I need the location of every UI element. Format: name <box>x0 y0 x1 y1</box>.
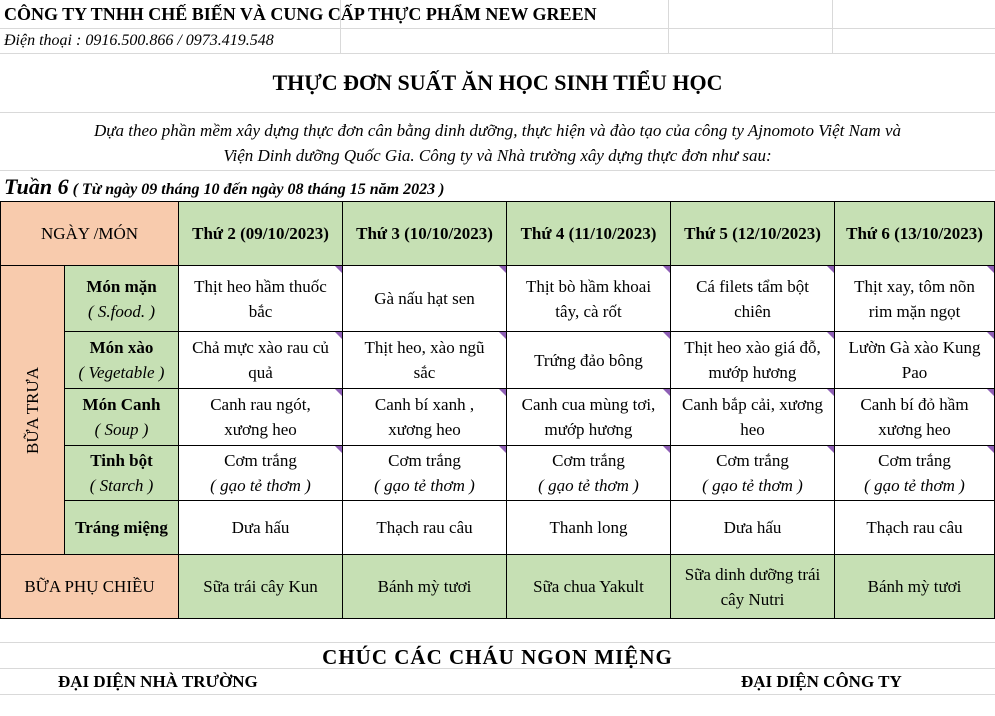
menu-cell: Dưa hấu <box>178 500 343 555</box>
signature-school: ĐẠI DIỆN NHÀ TRƯỜNG <box>58 672 258 691</box>
page-title: THỰC ĐƠN SUẤT ĂN HỌC SINH TIỂU HỌC <box>272 70 723 95</box>
gridline <box>0 170 995 171</box>
menu-cell: Gà nấu hạt sen <box>342 265 507 332</box>
menu-cell: Dưa hấu <box>670 500 835 555</box>
menu-cell: Thanh long <box>506 500 671 555</box>
category-main-dish: Món mặn ( S.food. ) <box>64 265 179 332</box>
day-header: Thứ 5 (12/10/2023) <box>670 201 835 266</box>
gridline <box>0 28 995 29</box>
company-phone: Điện thoại : 0916.500.866 / 0973.419.548 <box>4 32 274 49</box>
snack-label: BỮA PHỤ CHIỀU <box>0 554 179 619</box>
menu-cell: Trứng đảo bông <box>506 331 671 389</box>
menu-cell: Cơm trắng ( gạo tẻ thơm ) <box>670 445 835 501</box>
category-dessert: Tráng miệng <box>64 500 179 555</box>
menu-cell: Cơm trắng ( gạo tẻ thơm ) <box>506 445 671 501</box>
menu-cell: Canh cua mùng tơi, mướp hương <box>506 388 671 446</box>
gridline <box>0 53 995 54</box>
day-header: Thứ 2 (09/10/2023) <box>178 201 343 266</box>
snack-cell: Sữa chua Yakult <box>506 554 671 619</box>
signature-company: ĐẠI DIỆN CÔNG TY <box>741 672 902 691</box>
snack-cell: Bánh mỳ tươi <box>342 554 507 619</box>
gridline <box>0 694 995 695</box>
week-label: Tuần 6 <box>4 174 69 199</box>
menu-cell: Cơm trắng ( gạo tẻ thơm ) <box>342 445 507 501</box>
menu-cell: Thịt heo hầm thuốc bắc <box>178 265 343 332</box>
category-soup: Món Canh ( Soup ) <box>64 388 179 446</box>
gridline <box>0 112 995 113</box>
menu-cell: Canh bí xanh , xương heo <box>342 388 507 446</box>
menu-cell: Canh rau ngót, xương heo <box>178 388 343 446</box>
day-header: Thứ 6 (13/10/2023) <box>834 201 995 266</box>
menu-cell: Thịt heo, xào ngũ sắc <box>342 331 507 389</box>
snack-cell: Sữa trái cây Kun <box>178 554 343 619</box>
intro-line-1: Dựa theo phần mềm xây dựng thực đơn cân bằng dinh dưỡng, thực hiện và đào tạo của công ty Ajnomoto Việt Nam và <box>93 121 902 140</box>
menu-cell: Lườn Gà xào Kung Pao <box>834 331 995 389</box>
week-range: ( Từ ngày 09 tháng 10 đến ngày 08 tháng 15 năm 2023 ) <box>72 181 445 198</box>
menu-cell: Thạch rau câu <box>834 500 995 555</box>
menu-cell: Cá filets tẩm bột chiên <box>670 265 835 332</box>
menu-cell: Cơm trắng ( gạo tẻ thơm ) <box>178 445 343 501</box>
week-heading <box>4 174 444 200</box>
company-name: CÔNG TY TNHH CHẾ BIẾN VÀ CUNG CẤP THỰC PHẨM NEW GREEN <box>4 4 597 24</box>
category-stir-fry: Món xào ( Vegetable ) <box>64 331 179 389</box>
menu-cell: Thịt heo xào giá đỗ, mướp hương <box>670 331 835 389</box>
menu-cell: Canh bí đỏ hầm xương heo <box>834 388 995 446</box>
gridline <box>0 642 995 643</box>
table-corner: NGÀY /MÓN <box>0 201 179 266</box>
snack-cell: Bánh mỳ tươi <box>834 554 995 619</box>
intro-text <box>0 118 995 168</box>
gridline <box>832 0 833 53</box>
menu-cell: Chả mực xào rau củ quả <box>178 331 343 389</box>
menu-cell: Thịt bò hầm khoai tây, cà rốt <box>506 265 671 332</box>
intro-line-2: Viện Dinh dưỡng Quốc Gia. Công ty và Nhà trường xây dựng thực đơn như sau: <box>223 146 772 165</box>
gridline <box>668 0 669 53</box>
day-header: Thứ 4 (11/10/2023) <box>506 201 671 266</box>
menu-cell: Thạch rau câu <box>342 500 507 555</box>
lunch-label: BỮA TRƯA <box>0 265 65 555</box>
day-header: Thứ 3 (10/10/2023) <box>342 201 507 266</box>
snack-cell: Sữa dinh dưỡng trái cây Nutri <box>670 554 835 619</box>
category-starch: Tinh bột ( Starch ) <box>64 445 179 501</box>
menu-cell: Cơm trắng ( gạo tẻ thơm ) <box>834 445 995 501</box>
menu-cell: Canh bắp cải, xương heo <box>670 388 835 446</box>
menu-cell: Thịt xay, tôm nõn rim mặn ngọt <box>834 265 995 332</box>
closing-wish: CHÚC CÁC CHÁU NGON MIỆNG <box>322 645 673 669</box>
